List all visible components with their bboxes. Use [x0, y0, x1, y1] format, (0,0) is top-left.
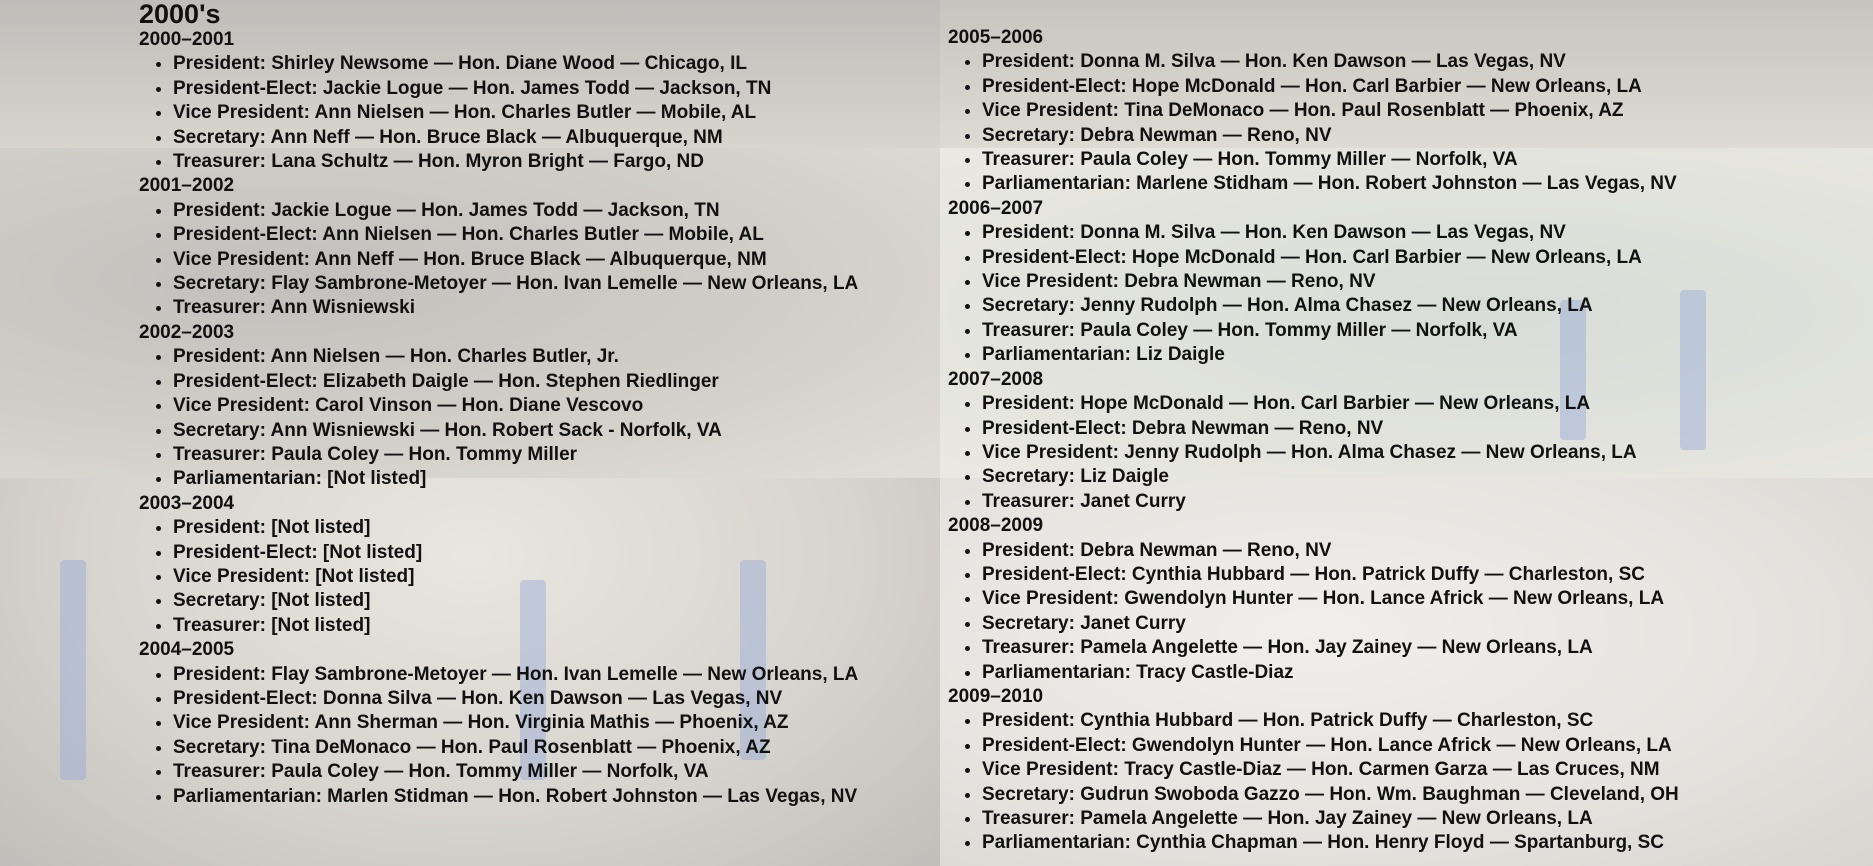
officer-list-item: • Parliamentarian: Tracy Castle-Diaz — [982, 661, 1868, 685]
officer-list-item: • President-Elect: Jackie Logue — Hon. James Todd — Jackson, TN — [173, 77, 939, 101]
officer-list-item: • Secretary: [Not listed] — [173, 589, 939, 613]
officer-list-item: • Vice President: Ann Sherman — Hon. Virginia Mathis — Phoenix, AZ — [173, 711, 939, 735]
officer-term — [948, 197, 1868, 368]
officer-term — [139, 174, 939, 320]
officer-list-item: • Secretary: Liz Daigle — [982, 465, 1868, 489]
officer-list-item: • President-Elect: Gwendolyn Hunter — Hon. Lance Africk — New Orleans, LA — [982, 734, 1868, 758]
officer-term — [948, 26, 1868, 197]
term-year-heading: 2008–2009 — [948, 515, 1044, 537]
officer-list-item: • President: Donna M. Silva — Hon. Ken Dawson — Las Vegas, NV — [982, 221, 1868, 245]
term-year-heading: 2007–2008 — [948, 368, 1044, 390]
term-year-heading: 2002–2003 — [139, 321, 235, 343]
officer-term — [139, 321, 939, 492]
officer-list-item: • Vice President: Debra Newman — Reno, NV — [982, 270, 1868, 294]
term-year-heading: 2006–2007 — [948, 197, 1044, 219]
officer-list — [139, 516, 939, 638]
officer-list — [948, 392, 1868, 514]
officer-list-item: • Secretary: Janet Curry — [982, 612, 1868, 636]
officer-list-item: • President-Elect: Ann Nielsen — Hon. Charles Butler — Mobile, AL — [173, 223, 939, 247]
term-year-heading: 2009–2010 — [948, 685, 1044, 707]
officer-list-item: • President-Elect: Elizabeth Daigle — Hon. Stephen Riedlinger — [173, 370, 939, 394]
officer-list-item: • Vice President: Gwendolyn Hunter — Hon. Lance Africk — New Orleans, LA — [982, 587, 1868, 611]
officer-list-item: • President: [Not listed] — [173, 516, 939, 540]
right-column — [948, 26, 1868, 856]
officer-list-item: • Treasurer: Paula Coley — Hon. Tommy Miller — Norfolk, VA — [982, 148, 1868, 172]
officer-list-item: • Vice President: Ann Nielsen — Hon. Charles Butler — Mobile, AL — [173, 101, 939, 125]
officer-list — [948, 709, 1868, 855]
term-year-heading: 2004–2005 — [139, 639, 235, 661]
officer-list-item: • President: Flay Sambrone-Metoyer — Hon. Ivan Lemelle — New Orleans, LA — [173, 663, 939, 687]
officer-list-item: • Parliamentarian: Liz Daigle — [982, 343, 1868, 367]
officer-list-item: • Secretary: Jenny Rudolph — Hon. Alma Chasez — New Orleans, LA — [982, 294, 1868, 318]
officer-list-item: • Treasurer: Janet Curry — [982, 490, 1868, 514]
officer-list-item: • Parliamentarian: Cynthia Chapman — Hon. Henry Floyd — Spartanburg, SC — [982, 831, 1868, 855]
officer-list-item: • Parliamentarian: [Not listed] — [173, 467, 939, 491]
officer-list-item: • Vice President: Ann Neff — Hon. Bruce Black — Albuquerque, NM — [173, 248, 939, 272]
officer-list-item: • Treasurer: [Not listed] — [173, 614, 939, 638]
officer-list — [139, 663, 939, 809]
officer-list-item: • Treasurer: Paula Coley — Hon. Tommy Miller — Norfolk, VA — [173, 760, 939, 784]
officer-list-item: • President: Debra Newman — Reno, NV — [982, 539, 1868, 563]
officer-list-item: • President: Cynthia Hubbard — Hon. Patrick Duffy — Charleston, SC — [982, 709, 1868, 733]
officer-list-item: • Secretary: Ann Wisniewski — Hon. Robert Sack - Norfolk, VA — [173, 419, 939, 443]
officer-list-item: • President: Ann Nielsen — Hon. Charles Butler, Jr. — [173, 345, 939, 369]
officer-list-item: • Secretary: Debra Newman — Reno, NV — [982, 124, 1868, 148]
officer-list-item: • President: Shirley Newsome — Hon. Diane Wood — Chicago, IL — [173, 52, 939, 76]
officer-term — [139, 638, 939, 809]
term-year-heading: 2001–2002 — [139, 175, 235, 197]
officer-list — [948, 539, 1868, 685]
officer-term — [139, 28, 939, 174]
officer-list-item: • President: Hope McDonald — Hon. Carl Barbier — New Orleans, LA — [982, 392, 1868, 416]
officer-list-item: • Vice President: Jenny Rudolph — Hon. Alma Chasez — New Orleans, LA — [982, 441, 1868, 465]
left-column — [139, 0, 939, 809]
officer-list — [948, 50, 1868, 196]
term-year-heading: 2000–2001 — [139, 29, 235, 50]
officer-term — [139, 492, 939, 638]
officer-list-item: • Secretary: Tina DeMonaco — Hon. Paul Rosenblatt — Phoenix, AZ — [173, 736, 939, 760]
officer-terms-list-right — [948, 26, 1868, 856]
officer-list-item: • Parliamentarian: Marlene Stidham — Hon. Robert Johnston — Las Vegas, NV — [982, 172, 1868, 196]
term-year-heading: 2003–2004 — [139, 492, 235, 514]
officer-list-item: • Vice President: [Not listed] — [173, 565, 939, 589]
officer-list-item: • President: Donna M. Silva — Hon. Ken Dawson — Las Vegas, NV — [982, 50, 1868, 74]
officer-list-item: • Treasurer: Lana Schultz — Hon. Myron Bright — Fargo, ND — [173, 150, 939, 174]
officer-list-item: • Vice President: Carol Vinson — Hon. Diane Vescovo — [173, 394, 939, 418]
officer-list-item: • Vice President: Tina DeMonaco — Hon. Paul Rosenblatt — Phoenix, AZ — [982, 99, 1868, 123]
officer-term — [948, 514, 1868, 685]
officer-list-item: • President-Elect: Donna Silva — Hon. Ken Dawson — Las Vegas, NV — [173, 687, 939, 711]
officer-list-item: • Treasurer: Paula Coley — Hon. Tommy Miller — Norfolk, VA — [982, 319, 1868, 343]
officer-term — [948, 368, 1868, 514]
officer-list-item: • Treasurer: Paula Coley — Hon. Tommy Miller — [173, 443, 939, 467]
officer-list-item: • President: Jackie Logue — Hon. James Todd — Jackson, TN — [173, 199, 939, 223]
officer-list-item: • Treasurer: Pamela Angelette — Hon. Jay Zainey — New Orleans, LA — [982, 636, 1868, 660]
officer-list-item: • Secretary: Flay Sambrone-Metoyer — Hon. Ivan Lemelle — New Orleans, LA — [173, 272, 939, 296]
officer-list-item: • President-Elect: Hope McDonald — Hon. Carl Barbier — New Orleans, LA — [982, 75, 1868, 99]
officer-list — [139, 52, 939, 174]
officer-list — [948, 221, 1868, 367]
officer-list-item: • Vice President: Tracy Castle-Diaz — Hon. Carmen Garza — Las Cruces, NM — [982, 758, 1868, 782]
officer-list — [139, 345, 939, 491]
officer-list-item: • Parliamentarian: Marlen Stidman — Hon. Robert Johnston — Las Vegas, NV — [173, 785, 939, 809]
officer-list-item: • President-Elect: Hope McDonald — Hon. Carl Barbier — New Orleans, LA — [982, 246, 1868, 270]
officer-list-item: • President-Elect: Cynthia Hubbard — Hon. Patrick Duffy — Charleston, SC — [982, 563, 1868, 587]
term-year-heading: 2005–2006 — [948, 27, 1044, 48]
officer-list — [139, 199, 939, 321]
officer-term — [948, 685, 1868, 856]
officer-list-item: • Secretary: Gudrun Swoboda Gazzo — Hon. Wm. Baughman — Cleveland, OH — [982, 783, 1868, 807]
officer-list-item: • Treasurer: Ann Wisniewski — [173, 296, 939, 320]
officer-list-item: • Treasurer: Pamela Angelette — Hon. Jay Zainey — New Orleans, LA — [982, 807, 1868, 831]
officer-list-item: • Secretary: Ann Neff — Hon. Bruce Black — Albuquerque, NM — [173, 126, 939, 150]
decade-title: 2000's — [139, 0, 221, 29]
officer-list-item: • President-Elect: [Not listed] — [173, 541, 939, 565]
officer-terms-list-left — [139, 28, 939, 809]
officer-list-item: • President-Elect: Debra Newman — Reno, NV — [982, 417, 1868, 441]
